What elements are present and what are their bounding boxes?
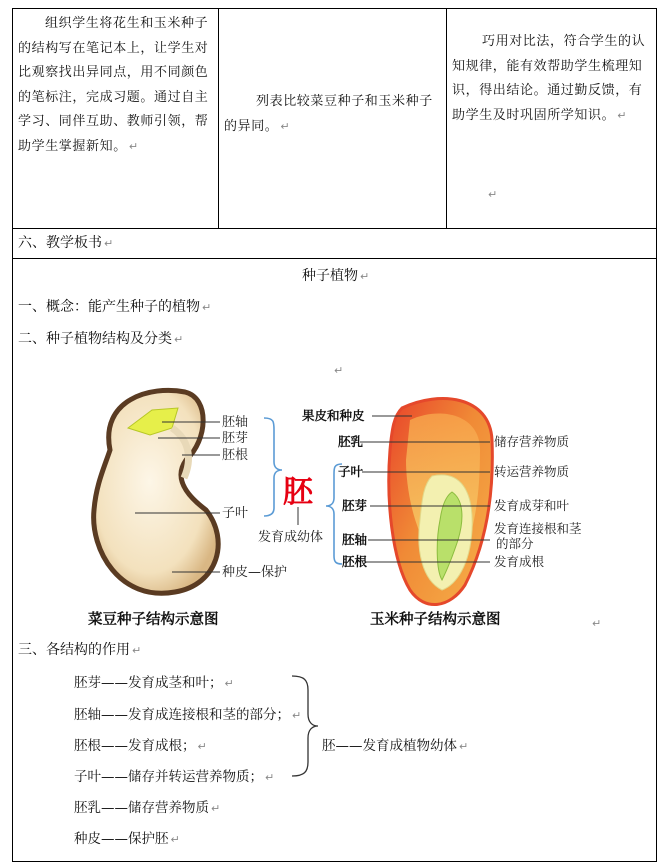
corn-label: 胚轴 (342, 532, 368, 547)
table-cell-task: 列表比较菜豆种子和玉米种子的异同。 ↵ (224, 94, 433, 134)
function-item: 胚芽——发育成茎和叶； ↵ (74, 675, 234, 691)
paragraph-mark: ↵ (334, 364, 344, 377)
corn-brace (326, 464, 342, 564)
bean-caption: 菜豆种子结构示意图 (88, 612, 219, 628)
bean-label: 种皮—保护 (222, 565, 288, 580)
column-divider (218, 8, 219, 228)
table-cell-purpose: 巧用对比法，符合学生的认知规律，能有效帮助学生梳理知识，得出结论。通过勤反馈，有助学生及时巩固所学知识。 ↵ (452, 34, 646, 123)
function-item: 种皮——保护胚 ↵ (74, 831, 180, 847)
column-divider (446, 8, 447, 228)
corn-seed-illustration (389, 399, 493, 605)
bean-seed-illustration (94, 390, 219, 593)
function-item: 胚根——发育成根； ↵ (74, 738, 207, 754)
corn-label: 胚根 (342, 554, 368, 569)
bean-label: 胚轴 (222, 415, 249, 430)
corn-caption: 玉米种子结构示意图 (370, 612, 501, 628)
corn-label: 胚芽 (342, 498, 368, 513)
corn-label: 果皮和种皮 (302, 408, 365, 423)
board-structure: 二、种子植物结构及分类 ↵ (18, 331, 184, 347)
bean-label: 胚芽 (222, 431, 249, 446)
paragraph-mark: ↵ (488, 188, 498, 201)
function-item: 胚轴——发育成连接根和茎的部分； ↵ (74, 707, 302, 723)
board-concept: 一、概念：能产生种子的植物 ↵ (18, 299, 212, 315)
row-divider (12, 228, 656, 229)
board-title: 种子植物 ↵ (302, 268, 370, 284)
embryo-desc: 发育成幼体 (258, 530, 324, 545)
corn-function: 发育成根 (494, 554, 545, 569)
embryo-label: 胚 (283, 475, 313, 510)
table-cell-activity: 组织学生将花生和玉米种子的结构写在笔记本上，让学生对比观察找出异同点，用不同颜色的笔标注，完成习题。通过自主学习、同伴互助、教师引领，帮助学生掌握新知。 ↵ (18, 16, 209, 154)
seed-structure-figure (80, 380, 610, 632)
function-item: 子叶——储存并转运营养物质； ↵ (74, 769, 275, 785)
board-functions-heading: 三、各结构的作用 ↵ (18, 642, 142, 658)
corn-function: 发育连接根和茎 (494, 521, 582, 536)
row-divider (12, 258, 656, 259)
paragraph-mark: ↵ (592, 617, 602, 630)
corn-function: 的部分 (496, 536, 534, 551)
corn-function: 储存营养物质 (494, 434, 570, 449)
functions-brace (288, 674, 324, 778)
function-item: 胚乳——储存营养物质 ↵ (74, 800, 221, 816)
corn-function: 发育成芽和叶 (494, 498, 570, 513)
corn-label: 胚乳 (338, 434, 364, 449)
bean-label: 子叶 (222, 506, 249, 521)
bean-label: 胚根 (222, 448, 249, 463)
brace-summary: 胚——发育成植物幼体 ↵ (322, 738, 469, 754)
bean-brace (264, 418, 282, 516)
board-section-heading: 六、教学板书 ↵ (18, 235, 114, 251)
corn-label: 子叶 (338, 464, 364, 479)
corn-function: 转运营养物质 (494, 464, 570, 479)
